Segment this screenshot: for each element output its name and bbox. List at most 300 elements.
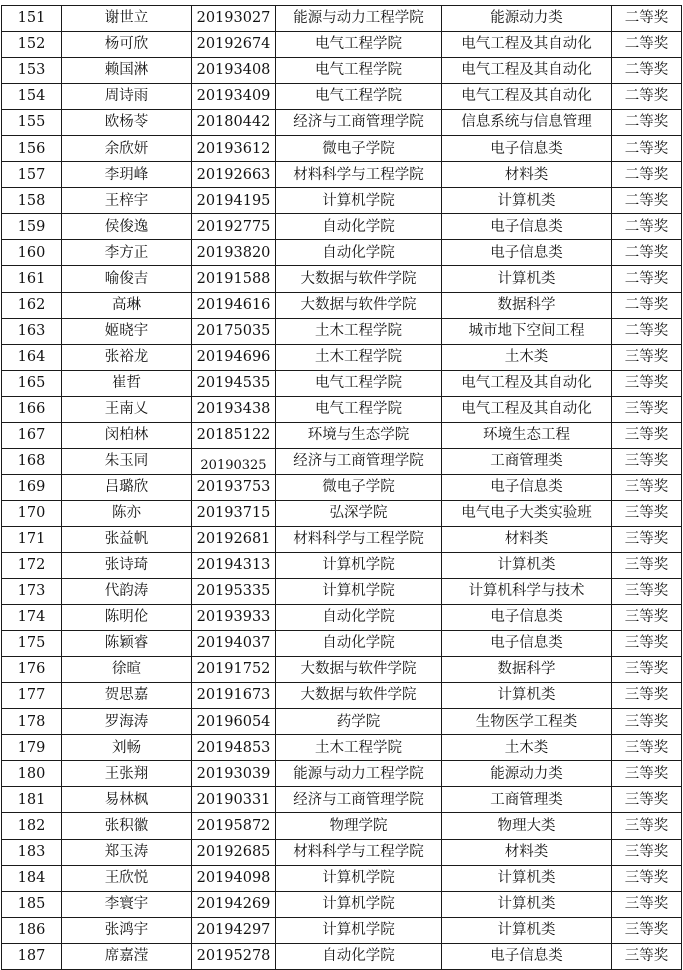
- table-row: [2, 58, 682, 84]
- table-row: [2, 240, 682, 266]
- cell-school: [276, 735, 442, 761]
- cell-school-text: 电气工程学院: [315, 88, 402, 105]
- cell-school: [276, 84, 442, 110]
- cell-award-level-text: 三等奖: [624, 635, 669, 652]
- cell-student-id: [192, 865, 276, 891]
- cell-serial-number: [2, 761, 62, 787]
- cell-school-text: 自动化学院: [322, 635, 395, 652]
- cell-school-text: 材料科学与工程学院: [293, 531, 424, 548]
- cell-student-id: [192, 761, 276, 787]
- cell-student-id-text: 20194195: [196, 192, 271, 209]
- cell-major-text: 计算机类: [497, 921, 556, 938]
- cell-serial-number-text: 177: [17, 687, 46, 704]
- cell-major-text: 电子信息类: [490, 218, 563, 235]
- cell-serial-number: [2, 370, 62, 396]
- cell-student-id: [192, 58, 276, 84]
- cell-major: [442, 579, 612, 605]
- cell-major-text: 材料类: [504, 843, 549, 860]
- cell-student-id-text: 20191752: [196, 661, 271, 678]
- cell-serial-number: [2, 891, 62, 917]
- cell-school: [276, 448, 442, 474]
- cell-serial-number-text: 158: [17, 192, 46, 209]
- cell-student-id-text: 20194313: [196, 557, 271, 574]
- cell-award-level: [612, 136, 682, 162]
- cell-serial-number: [2, 500, 62, 526]
- table-row: [2, 370, 682, 396]
- cell-serial-number: [2, 448, 62, 474]
- cell-major: [442, 266, 612, 292]
- cell-student-name-text: 席嘉滢: [104, 947, 149, 964]
- cell-major-text: 计算机科学与技术: [468, 583, 585, 600]
- cell-major: [442, 761, 612, 787]
- cell-award-level: [612, 318, 682, 344]
- cell-student-name: [62, 709, 192, 735]
- cell-award-level-text: 二等奖: [624, 322, 669, 339]
- cell-school-text: 大数据与软件学院: [300, 661, 417, 678]
- cell-major: [442, 84, 612, 110]
- cell-student-name-text: 易林枫: [104, 791, 149, 808]
- cell-serial-number-text: 181: [17, 791, 46, 808]
- cell-student-id: [192, 657, 276, 683]
- cell-student-name: [62, 865, 192, 891]
- cell-student-name-text: 贺思嘉: [104, 687, 149, 704]
- cell-student-name: [62, 839, 192, 865]
- cell-award-level-text: 三等奖: [624, 687, 669, 704]
- cell-student-id: [192, 474, 276, 500]
- cell-major-text: 电气工程及其自动化: [461, 36, 592, 53]
- table-row: [2, 344, 682, 370]
- cell-student-name-text: 王张翔: [104, 765, 149, 782]
- cell-serial-number: [2, 917, 62, 943]
- cell-serial-number-text: 153: [17, 62, 46, 79]
- cell-student-name: [62, 683, 192, 709]
- cell-student-id: [192, 631, 276, 657]
- cell-student-id-text: 20191588: [196, 270, 271, 287]
- cell-school: [276, 787, 442, 813]
- cell-student-id-text: 20175035: [196, 322, 271, 339]
- cell-school-text: 土木工程学院: [315, 348, 402, 365]
- table-row: [2, 761, 682, 787]
- cell-award-level-text: 三等奖: [624, 557, 669, 574]
- cell-serial-number: [2, 839, 62, 865]
- cell-major: [442, 865, 612, 891]
- cell-school: [276, 240, 442, 266]
- cell-student-name-text: 郑玉涛: [104, 843, 149, 860]
- cell-serial-number-text: 168: [17, 453, 46, 470]
- cell-school-text: 计算机学院: [322, 192, 395, 209]
- cell-student-name: [62, 943, 192, 969]
- cell-student-name-text: 余欣妍: [104, 140, 149, 157]
- cell-major: [442, 448, 612, 474]
- cell-student-name-text: 代韵涛: [104, 583, 149, 600]
- cell-school-text: 环境与生态学院: [307, 427, 410, 444]
- cell-school: [276, 891, 442, 917]
- cell-award-level-text: 二等奖: [624, 244, 669, 261]
- cell-serial-number: [2, 422, 62, 448]
- cell-major: [442, 318, 612, 344]
- cell-major: [442, 605, 612, 631]
- cell-school-text: 药学院: [336, 713, 381, 730]
- cell-major: [442, 474, 612, 500]
- cell-student-id: [192, 6, 276, 32]
- cell-major: [442, 422, 612, 448]
- cell-student-id-text: 20195278: [196, 947, 271, 964]
- cell-award-level: [612, 657, 682, 683]
- cell-major-text: 计算机类: [497, 270, 556, 287]
- cell-student-name-text: 刘畅: [112, 739, 141, 756]
- cell-student-id-text: 20193409: [196, 88, 271, 105]
- cell-student-id-text: 20192775: [196, 218, 271, 235]
- cell-student-name: [62, 813, 192, 839]
- cell-major-text: 物理大类: [497, 817, 556, 834]
- cell-major: [442, 370, 612, 396]
- cell-serial-number: [2, 787, 62, 813]
- table-row: [2, 787, 682, 813]
- cell-student-id: [192, 32, 276, 58]
- cell-student-id: [192, 292, 276, 318]
- cell-award-level-text: 三等奖: [624, 505, 669, 522]
- cell-award-level-text: 三等奖: [624, 583, 669, 600]
- cell-school-text: 自动化学院: [322, 947, 395, 964]
- cell-serial-number-text: 179: [17, 739, 46, 756]
- cell-award-level: [612, 32, 682, 58]
- cell-award-level-text: 三等奖: [624, 479, 669, 496]
- cell-major-text: 计算机类: [497, 687, 556, 704]
- cell-student-id-text: 20194037: [196, 635, 271, 652]
- cell-award-level-text: 二等奖: [624, 88, 669, 105]
- cell-award-level-text: 三等奖: [624, 531, 669, 548]
- cell-award-level-text: 三等奖: [624, 791, 669, 808]
- cell-school-text: 计算机学院: [322, 895, 395, 912]
- cell-award-level: [612, 396, 682, 422]
- cell-major-text: 电子信息类: [490, 609, 563, 626]
- cell-school: [276, 370, 442, 396]
- award-table: [1, 5, 682, 970]
- table-row: [2, 474, 682, 500]
- cell-school-text: 物理学院: [329, 817, 388, 834]
- cell-student-id: [192, 787, 276, 813]
- cell-serial-number: [2, 32, 62, 58]
- cell-school-text: 电气工程学院: [315, 36, 402, 53]
- cell-award-level: [612, 58, 682, 84]
- cell-award-level-text: 三等奖: [624, 765, 669, 782]
- cell-student-name: [62, 344, 192, 370]
- cell-student-id-text: 20192674: [196, 36, 271, 53]
- cell-award-level-text: 二等奖: [624, 62, 669, 79]
- cell-school-text: 经济与工商管理学院: [293, 453, 424, 470]
- table-row: [2, 448, 682, 474]
- cell-student-id: [192, 526, 276, 552]
- cell-major: [442, 657, 612, 683]
- cell-school: [276, 292, 442, 318]
- cell-major-text: 电子信息类: [490, 140, 563, 157]
- cell-serial-number: [2, 266, 62, 292]
- cell-student-id-text: 20194098: [196, 869, 271, 886]
- cell-award-level: [612, 344, 682, 370]
- cell-student-name: [62, 240, 192, 266]
- cell-student-id-text: 20191673: [196, 687, 271, 704]
- cell-student-id-text: 20193715: [196, 505, 271, 522]
- cell-award-level: [612, 839, 682, 865]
- table-row: [2, 292, 682, 318]
- cell-major-text: 工商管理类: [490, 453, 563, 470]
- cell-school: [276, 162, 442, 188]
- cell-student-id-text: 20192685: [196, 843, 271, 860]
- cell-serial-number-text: 154: [17, 88, 46, 105]
- table-row: [2, 865, 682, 891]
- cell-major: [442, 787, 612, 813]
- cell-award-level: [612, 943, 682, 969]
- cell-student-name-text: 李玥峰: [104, 166, 149, 183]
- cell-student-id-text: 20185122: [196, 427, 271, 444]
- cell-major-text: 电子信息类: [490, 947, 563, 964]
- table-row: [2, 839, 682, 865]
- cell-award-level-text: 三等奖: [624, 427, 669, 444]
- cell-student-id: [192, 266, 276, 292]
- cell-student-id: [192, 422, 276, 448]
- cell-award-level: [612, 422, 682, 448]
- cell-student-name: [62, 657, 192, 683]
- cell-school-text: 电气工程学院: [315, 374, 402, 391]
- table-row: [2, 84, 682, 110]
- cell-school: [276, 500, 442, 526]
- cell-award-level: [612, 526, 682, 552]
- cell-award-level-text: 二等奖: [624, 36, 669, 53]
- cell-serial-number-text: 176: [17, 661, 46, 678]
- cell-student-name: [62, 448, 192, 474]
- table-row: [2, 6, 682, 32]
- cell-student-id: [192, 552, 276, 578]
- cell-student-name: [62, 474, 192, 500]
- cell-student-id: [192, 188, 276, 214]
- cell-student-name-text: 李寰宇: [104, 895, 149, 912]
- cell-award-level-text: 三等奖: [624, 453, 669, 470]
- cell-school-text: 电气工程学院: [315, 62, 402, 79]
- cell-school: [276, 32, 442, 58]
- cell-school: [276, 396, 442, 422]
- cell-student-name: [62, 917, 192, 943]
- cell-major-text: 电子信息类: [490, 244, 563, 261]
- cell-student-id-text: 20193039: [196, 765, 271, 782]
- cell-student-id: [192, 136, 276, 162]
- cell-student-id-text: 20193408: [196, 62, 271, 79]
- cell-award-level: [612, 188, 682, 214]
- cell-student-name: [62, 891, 192, 917]
- cell-award-level: [612, 761, 682, 787]
- cell-serial-number: [2, 526, 62, 552]
- cell-serial-number-text: 169: [17, 479, 46, 496]
- cell-school: [276, 813, 442, 839]
- cell-student-name-text: 张益帆: [104, 531, 149, 548]
- cell-student-id: [192, 318, 276, 344]
- cell-serial-number: [2, 318, 62, 344]
- cell-student-name: [62, 266, 192, 292]
- cell-school: [276, 422, 442, 448]
- cell-award-level-text: 三等奖: [624, 921, 669, 938]
- cell-student-id-text: 20193438: [196, 400, 271, 417]
- cell-serial-number-text: 167: [17, 427, 46, 444]
- cell-award-level: [612, 631, 682, 657]
- cell-school: [276, 657, 442, 683]
- cell-school-text: 自动化学院: [322, 244, 395, 261]
- cell-major-text: 土木类: [504, 348, 549, 365]
- cell-student-id-text: 20180442: [196, 114, 271, 131]
- cell-award-level-text: 二等奖: [624, 166, 669, 183]
- cell-student-name-text: 王梓宇: [104, 192, 149, 209]
- cell-student-id-text: 20192681: [196, 531, 271, 548]
- cell-serial-number: [2, 735, 62, 761]
- cell-student-name: [62, 6, 192, 32]
- cell-student-id: [192, 162, 276, 188]
- cell-student-name: [62, 162, 192, 188]
- cell-major: [442, 214, 612, 240]
- cell-major: [442, 839, 612, 865]
- cell-serial-number: [2, 579, 62, 605]
- cell-student-name-text: 谢世立: [104, 10, 149, 27]
- cell-student-name-text: 杨可欣: [104, 36, 149, 53]
- cell-major: [442, 891, 612, 917]
- cell-school-text: 经济与工商管理学院: [293, 791, 424, 808]
- cell-major-text: 计算机类: [497, 895, 556, 912]
- cell-student-name: [62, 422, 192, 448]
- cell-school-text: 能源与动力工程学院: [293, 10, 424, 27]
- cell-school: [276, 266, 442, 292]
- cell-school: [276, 865, 442, 891]
- cell-award-level-text: 三等奖: [624, 661, 669, 678]
- cell-major-text: 材料类: [504, 166, 549, 183]
- table-row: [2, 605, 682, 631]
- cell-major: [442, 162, 612, 188]
- cell-serial-number: [2, 6, 62, 32]
- cell-serial-number-text: 174: [17, 609, 46, 626]
- cell-student-name-text: 侯俊逸: [104, 218, 149, 235]
- cell-serial-number: [2, 110, 62, 136]
- cell-award-level: [612, 370, 682, 396]
- cell-serial-number-text: 172: [17, 557, 46, 574]
- cell-major: [442, 943, 612, 969]
- cell-student-id-text: 20194297: [196, 921, 271, 938]
- cell-school-text: 弘深学院: [329, 505, 388, 522]
- cell-school-text: 土木工程学院: [315, 322, 402, 339]
- cell-student-id: [192, 579, 276, 605]
- cell-award-level: [612, 162, 682, 188]
- cell-award-level: [612, 84, 682, 110]
- cell-student-name: [62, 58, 192, 84]
- cell-school-text: 微电子学院: [322, 140, 395, 157]
- cell-major-text: 计算机类: [497, 869, 556, 886]
- cell-student-name-text: 徐暄: [112, 661, 141, 678]
- cell-school: [276, 839, 442, 865]
- cell-student-name-text: 陈亦: [112, 505, 141, 522]
- table-row: [2, 891, 682, 917]
- cell-major-text: 生物医学工程类: [475, 713, 578, 730]
- cell-serial-number-text: 159: [17, 218, 46, 235]
- cell-school-text: 大数据与软件学院: [300, 687, 417, 704]
- cell-major-text: 电气电子大类实验班: [461, 505, 592, 522]
- cell-school: [276, 709, 442, 735]
- cell-student-name-text: 闵柏林: [104, 427, 149, 444]
- table-row: [2, 526, 682, 552]
- cell-student-name-text: 陈颖睿: [104, 635, 149, 652]
- cell-serial-number: [2, 657, 62, 683]
- cell-major: [442, 631, 612, 657]
- cell-student-name: [62, 188, 192, 214]
- cell-student-name: [62, 318, 192, 344]
- table-row: [2, 813, 682, 839]
- cell-major: [442, 552, 612, 578]
- table-row: [2, 266, 682, 292]
- cell-award-level-text: 二等奖: [624, 296, 669, 313]
- cell-student-id-text: 20193027: [196, 10, 271, 27]
- cell-major-text: 城市地下空间工程: [468, 322, 585, 339]
- table-row: [2, 500, 682, 526]
- cell-student-name-text: 王欣悦: [104, 869, 149, 886]
- cell-school: [276, 58, 442, 84]
- cell-student-id-text: 20193612: [196, 140, 271, 157]
- cell-serial-number: [2, 396, 62, 422]
- table-row: [2, 917, 682, 943]
- cell-major-text: 工商管理类: [490, 791, 563, 808]
- cell-school: [276, 943, 442, 969]
- cell-student-id-text: 20190325: [200, 457, 267, 473]
- cell-serial-number-text: 151: [17, 10, 46, 27]
- cell-serial-number: [2, 344, 62, 370]
- table-row: [2, 396, 682, 422]
- cell-student-id-text: 20196054: [196, 713, 271, 730]
- cell-serial-number-text: 164: [17, 348, 46, 365]
- cell-serial-number-text: 185: [17, 895, 46, 912]
- cell-school-text: 微电子学院: [322, 479, 395, 496]
- cell-award-level-text: 三等奖: [624, 348, 669, 365]
- cell-award-level-text: 三等奖: [624, 400, 669, 417]
- cell-student-id-text: 20194853: [196, 739, 271, 756]
- cell-award-level-text: 二等奖: [624, 192, 669, 209]
- cell-serial-number: [2, 188, 62, 214]
- table-row: [2, 552, 682, 578]
- cell-award-level: [612, 214, 682, 240]
- cell-serial-number-text: 186: [17, 921, 46, 938]
- cell-major: [442, 709, 612, 735]
- cell-award-level-text: 二等奖: [624, 114, 669, 131]
- cell-serial-number-text: 171: [17, 531, 46, 548]
- cell-student-name: [62, 370, 192, 396]
- cell-student-id-text: 20194696: [196, 348, 271, 365]
- cell-student-name-text: 姬晓宇: [104, 322, 149, 339]
- cell-student-id: [192, 709, 276, 735]
- cell-student-name-text: 王南乂: [104, 400, 149, 417]
- cell-school: [276, 214, 442, 240]
- award-table-body: [2, 6, 682, 970]
- cell-school-text: 自动化学院: [322, 218, 395, 235]
- cell-student-name-text: 张诗琦: [104, 557, 149, 574]
- cell-student-name-text: 罗海涛: [104, 713, 149, 730]
- cell-school-text: 自动化学院: [322, 609, 395, 626]
- cell-major: [442, 58, 612, 84]
- cell-serial-number: [2, 709, 62, 735]
- cell-school: [276, 110, 442, 136]
- cell-student-id-text: 20192663: [196, 166, 271, 183]
- cell-student-name: [62, 761, 192, 787]
- cell-serial-number: [2, 162, 62, 188]
- cell-serial-number-text: 180: [17, 765, 46, 782]
- cell-serial-number-text: 152: [17, 36, 46, 53]
- cell-major: [442, 813, 612, 839]
- cell-award-level: [612, 605, 682, 631]
- cell-student-id-text: 20193753: [196, 479, 271, 496]
- cell-award-level-text: 二等奖: [624, 140, 669, 157]
- cell-school-text: 电气工程学院: [315, 400, 402, 417]
- cell-serial-number-text: 170: [17, 505, 46, 522]
